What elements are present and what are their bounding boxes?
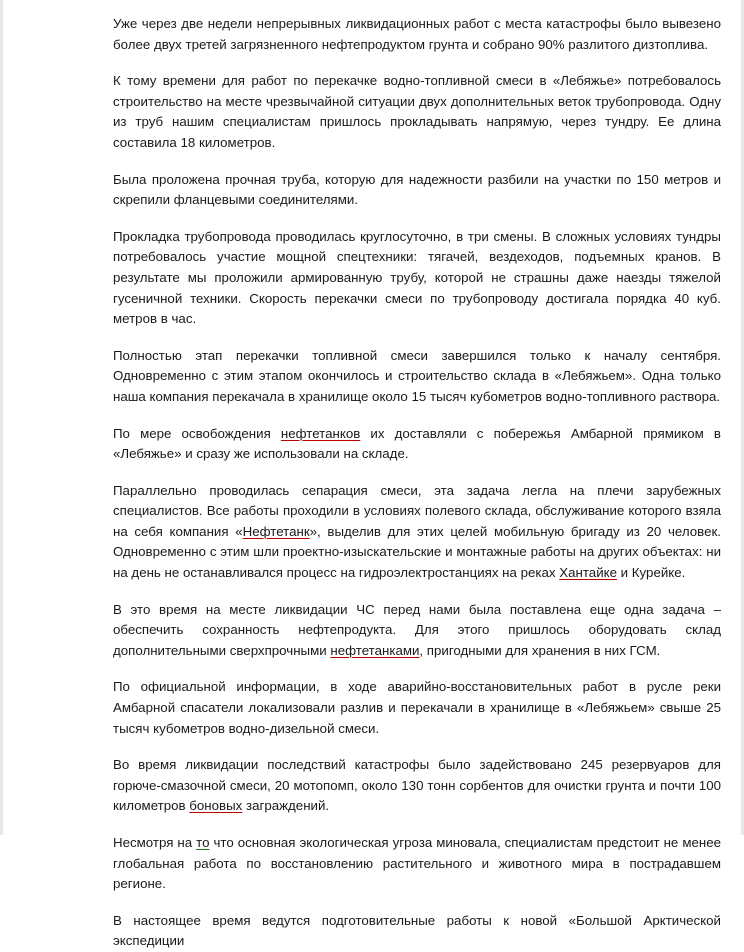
spelling-error-text[interactable]: Хантайке <box>559 565 617 581</box>
paragraph[interactable]: Полностью этап перекачки топливной смеси завершился только к началу сентября. Одновременно с этим этапом окончилось и строительство склада в «Лебяжьем». Одна только наша компания перекачала в хранилище около 15 тысяч кубометров водно-топливного раствора. <box>113 347 721 404</box>
paragraph[interactable]: Была проложена прочная труба, которую для надежности разбили на участки по 150 метров и скрепили фланцевыми соединителями. <box>113 171 721 208</box>
paragraph[interactable]: По официальной информации, в ходе аварийно-восстановительных работ в русле реки Амбарной спасатели локализовали разлив и перекачали в хранилище в «Лебяжьем» свыше 25 тысяч кубометров водно-дизельной смеси. <box>113 679 721 736</box>
paragraph[interactable]: В настоящее время ведутся подготовительные работы к новой «Большой Арктической экспедиции <box>113 912 721 949</box>
paragraph[interactable]: Прокладка трубопровода проводилась круглосуточно, в три смены. В сложных условиях тундры потребовалось участие мощной спецтехники: тягачей, вездеходов, подъемных кранов. В результате мы проложили армированную трубу, которой не страшны даже наезды тяжелой гусеничной техники. Скорость перекачки смеси по трубопроводу достигала порядка 40 куб. метров в час. <box>113 228 721 327</box>
grammar-error-text[interactable]: то <box>196 835 210 850</box>
paragraph[interactable]: К тому времени для работ по перекачке водно-топливной смеси в «Лебяжье» потребовалось строительство на месте чрезвычайной ситуации двух дополнительных веток трубопровода. Одну из труб нашим специалистам пришлось прокладывать напрямую, через тундру. Ее длина составила 18 километров. <box>113 73 721 150</box>
spelling-error-text[interactable]: нефтетанков <box>280 425 361 441</box>
spelling-error-text[interactable]: Нефтетанк <box>242 523 310 539</box>
paragraph[interactable]: Несмотря на то что основная экологическая угроза миновала, специалистам предстоит не менее глобальная работа по восстановлению растительного и животного мира в пострадавшем регионе. <box>113 835 721 892</box>
paragraph[interactable]: По мере освобождения нефтетанков их доставляли с побережья Амбарной прямиком в «Лебяжье» и сразу же использовали на складе. <box>113 425 721 462</box>
paragraph[interactable]: Параллельно проводилась сепарация смеси, эта задача легла на плечи зарубежных специалистов. Все работы проходили в условиях полевого склада, обслуживание которого взяла на себя компания «Нефтетанк», выделив для этих целей мобильную бригаду из 20 человек. Одновременно с этим шли проектно-изыскательские и монтажные работы на других объектах: ни на день не останавливался процесс на гидроэлектростанциях на реках Хантайке и Курейке. <box>113 482 721 581</box>
paragraph[interactable]: В это время на месте ликвидации ЧС перед нами была поставлена еще одна задача – обеспечить сохранность нефтепродукта. Для этого пришлось оборудовать склад дополнительными сверхпрочными нефтетанками, пригодными для хранения в них ГСМ. <box>113 601 721 658</box>
document-text-body[interactable] <box>113 14 721 952</box>
spelling-error-text[interactable]: нефтетанками <box>330 642 420 658</box>
page-left-margin-guide <box>0 0 3 835</box>
paragraph[interactable]: Уже через две недели непрерывных ликвидационных работ с места катастрофы было вывезено более двух третей загрязненного нефтепродуктом грунта и собрано 90% разлитого дизтоплива. <box>113 16 721 52</box>
paragraph[interactable]: Во время ликвидации последствий катастрофы было задействовано 245 резервуаров для горюче-смазочной смеси, 20 мотопомп, около 130 тонн сорбентов для очистки грунта и почти 100 километров боновых заграждений. <box>113 757 721 814</box>
spelling-error-text[interactable]: боновых <box>189 798 243 814</box>
